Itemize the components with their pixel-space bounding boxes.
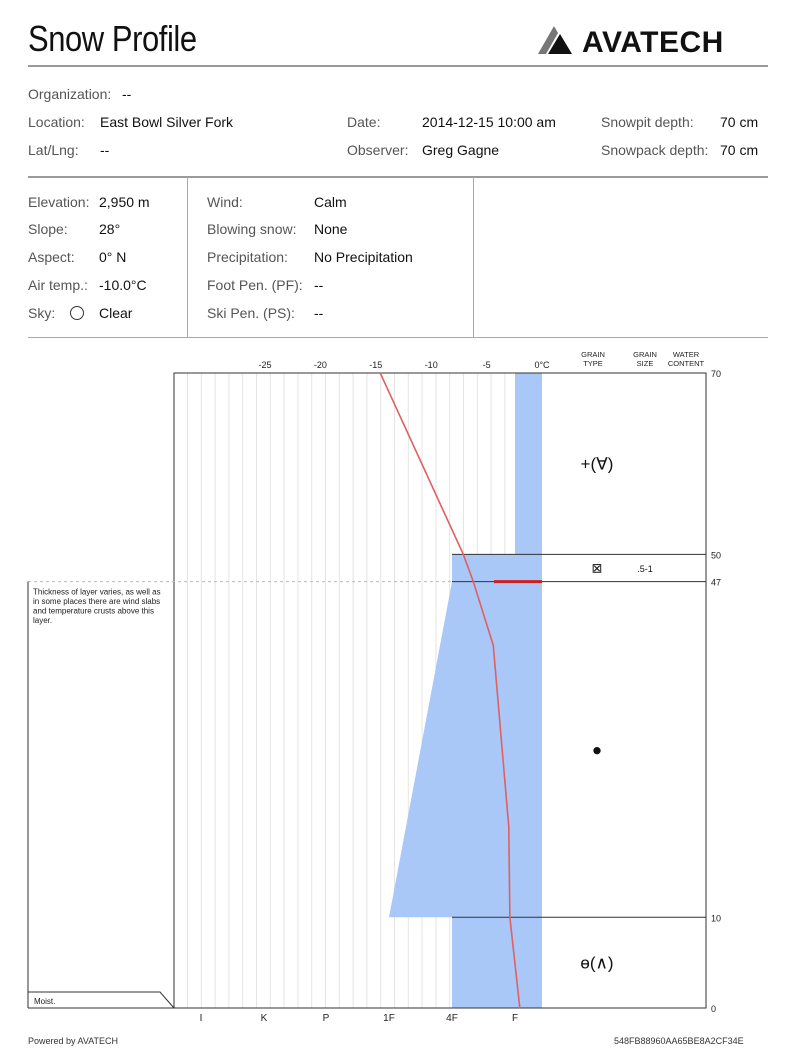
column-header: TYPE — [583, 359, 603, 368]
conditions-separator-2 — [473, 177, 474, 337]
avatech-mountain-icon — [538, 24, 580, 56]
organization-value: -- — [122, 86, 132, 102]
grain-size-label: .5-1 — [637, 564, 653, 575]
wind-value: Calm — [314, 194, 347, 210]
clear-sky-circle-icon — [70, 306, 84, 320]
hardness-tick-label: P — [322, 1013, 330, 1024]
date-value: 2014-12-15 10:00 am — [422, 114, 556, 130]
depth-label: 50 — [711, 550, 722, 561]
air-temp-label: Air temp.: — [28, 277, 88, 293]
hardness-layer — [452, 917, 542, 1008]
hardness-tick-label: F — [511, 1013, 519, 1024]
slope-label: Slope: — [28, 221, 68, 237]
elevation-label: Elevation: — [28, 194, 90, 210]
comment-text-line: Thickness of layer varies, as well as — [33, 587, 161, 597]
conditions-separator-1 — [187, 177, 188, 337]
grain-type-symbol: +(∀) — [580, 454, 614, 474]
blowing-snow-value: None — [314, 221, 348, 237]
location-value: East Bowl Silver Fork — [100, 114, 234, 130]
column-header: GRAIN — [633, 350, 657, 359]
snowpack-depth-label: Snowpack depth: — [601, 142, 709, 158]
air-temp-value: -10.0°C — [99, 277, 147, 293]
sky-label: Sky: — [28, 305, 56, 321]
grain-type-symbol: ● — [591, 740, 603, 760]
sky-value: Clear — [99, 305, 133, 321]
latlng-value: -- — [100, 142, 110, 158]
foot-pen-label: Foot Pen. (PF): — [207, 277, 303, 293]
moist-label: Moist. — [34, 997, 56, 1006]
comment-text-line: in some places there are wind slabs — [33, 597, 161, 607]
wind-label: Wind: — [207, 194, 243, 210]
hardness-layer — [515, 373, 542, 554]
location-label: Location: — [28, 114, 85, 130]
conditions-divider — [28, 337, 768, 338]
observer-value: Greg Gagne — [422, 142, 500, 158]
column-header: WATER — [672, 350, 700, 359]
organization-label: Organization: — [28, 86, 112, 102]
grain-type-symbol: ⊠ — [591, 560, 603, 576]
depth-label: 47 — [711, 577, 722, 588]
depth-label: 10 — [711, 913, 722, 924]
foot-pen-value: -- — [314, 277, 324, 293]
depth-label: 70 — [711, 369, 722, 379]
temperature-tick-label: -25 — [258, 360, 272, 370]
observer-label: Observer: — [347, 142, 409, 158]
temperature-tick-label: -10 — [424, 360, 438, 370]
grain-type-symbol: ɵ(∧) — [580, 953, 614, 973]
snowpack-depth-value: 70 cm — [720, 142, 759, 158]
snow-profile-chart-layer — [28, 350, 721, 1024]
snowpit-depth-value: 70 cm — [720, 114, 759, 130]
brand-name: AVATECH — [582, 26, 724, 59]
column-header: CONTENT — [667, 359, 705, 368]
hardness-layer — [389, 582, 542, 918]
profile-id: 548FB88960AA65BE8A2CF34E — [614, 1036, 744, 1046]
comment-text-line: layer. — [33, 616, 53, 626]
info-divider — [28, 176, 768, 178]
aspect-label: Aspect: — [28, 249, 75, 265]
ski-pen-value: -- — [314, 305, 324, 321]
snow-profile-chart — [0, 340, 800, 1030]
temperature-tick-label: -15 — [369, 360, 383, 370]
header-divider — [28, 65, 768, 67]
slope-value: 28° — [99, 221, 121, 237]
precipitation-label: Precipitation: — [207, 249, 288, 265]
blowing-snow-label: Blowing snow: — [207, 221, 297, 237]
snowpit-depth-label: Snowpit depth: — [601, 114, 694, 130]
date-label: Date: — [347, 114, 381, 130]
hardness-tick-label: K — [260, 1013, 268, 1024]
temperature-tick-label: -5 — [482, 360, 491, 370]
precipitation-value: No Precipitation — [314, 249, 413, 265]
ski-pen-label: Ski Pen. (PS): — [207, 305, 295, 321]
powered-by: Powered by AVATECH — [28, 1036, 119, 1046]
elevation-value: 2,950 m — [99, 194, 150, 210]
hardness-tick-label: 4F — [446, 1013, 458, 1024]
temperature-tick-label: -20 — [313, 360, 327, 370]
latlng-label: Lat/Lng: — [28, 142, 79, 158]
column-header: SIZE — [636, 359, 654, 368]
hardness-tick-label: I — [199, 1013, 203, 1024]
column-header: GRAIN — [581, 350, 605, 359]
temperature-tick-label: 0°C — [534, 360, 550, 370]
aspect-value: 0° N — [99, 249, 127, 265]
depth-label: 0 — [711, 1004, 717, 1014]
comment-text-line: and temperature crusts above this — [33, 606, 154, 616]
hardness-tick-label: 1F — [383, 1013, 395, 1024]
page-title: Snow Profile — [28, 18, 197, 59]
